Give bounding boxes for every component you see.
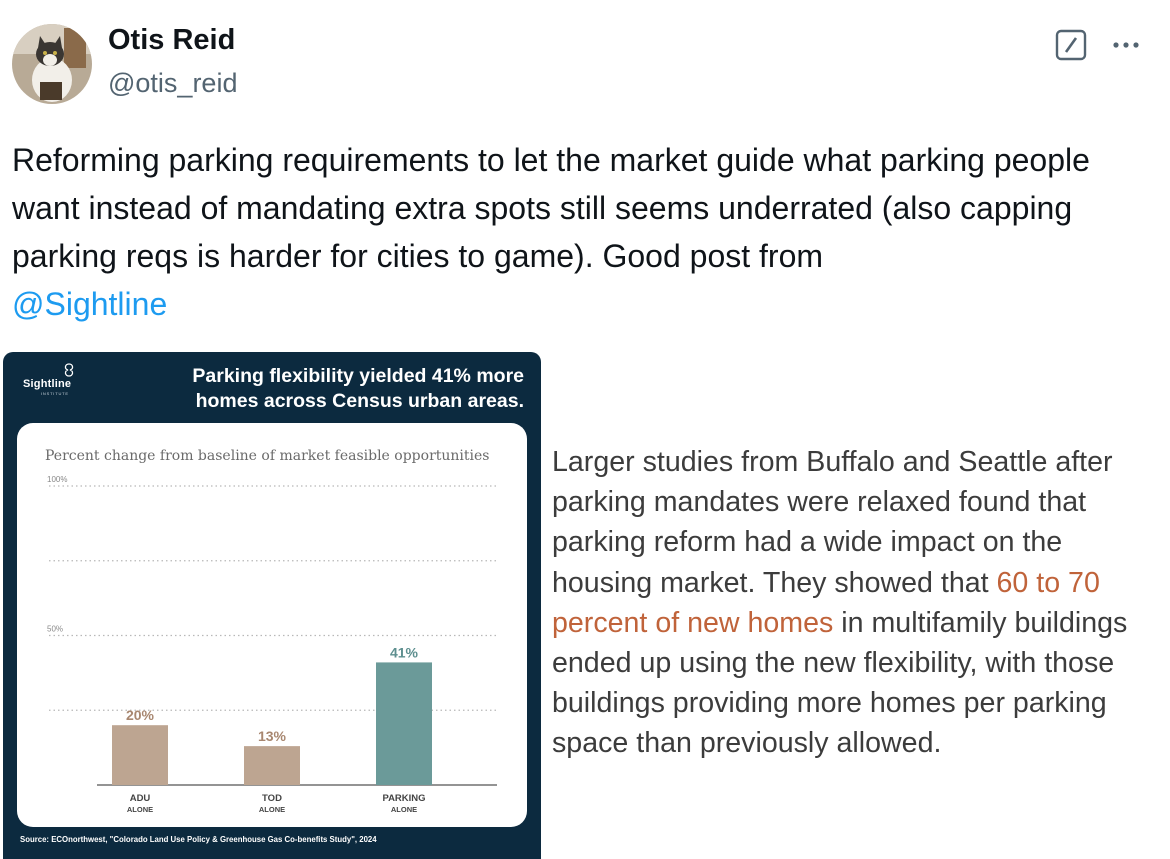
y-tick-label: 50% <box>47 624 64 634</box>
chart-title-line-2: homes across Census urban areas. <box>195 390 524 412</box>
sightline-logo <box>19 362 89 396</box>
article-excerpt <box>552 442 1164 764</box>
chart-title-line-1: Parking flexibility yielded 41% more <box>192 365 524 387</box>
bar <box>244 746 300 785</box>
logo-subtext: INSTITUTE <box>41 391 69 396</box>
chart-subtitle: Percent change from baseline of market feasible opportunities <box>45 448 490 464</box>
grok-button[interactable] <box>1054 28 1088 62</box>
bar-value-label: 41% <box>389 644 419 661</box>
x-tick-sublabel: ALONE <box>390 805 418 814</box>
avatar[interactable] <box>12 24 92 104</box>
chart-source: Source: ECOnorthwest, "Colorado Land Use Policy & Greenhouse Gas Co-benefits Study", 2024 <box>20 835 377 844</box>
tweet-body: Reforming parking requirements to let the market guide what parking people want instead of mandating extra spots still seems underrated (also capping parking reqs is harder for cities to game). Good post from <box>12 142 1090 274</box>
x-tick-sublabel: ALONE <box>258 805 286 814</box>
mention-link[interactable]: @Sightline <box>12 286 168 322</box>
bar-chart <box>17 423 527 827</box>
x-tick-label: PARKING <box>382 793 426 804</box>
x-tick-sublabel: ALONE <box>126 805 154 814</box>
chart-image[interactable] <box>3 352 541 859</box>
author-handle[interactable]: @otis_reid <box>108 68 238 98</box>
bar <box>376 662 432 785</box>
x-tick-label: TOD <box>262 793 282 804</box>
x-tick-label: ADU <box>129 793 151 804</box>
chart-title <box>104 364 524 414</box>
sightline-logo-icon <box>59 362 79 378</box>
logo-text: Sightline <box>23 378 72 390</box>
author-display-name[interactable]: Otis Reid <box>108 24 236 56</box>
more-icon <box>1108 28 1144 62</box>
excerpt-text-before: Larger studies from Buffalo and Seattle after parking mandates were relaxed found that parking reform had a wide impact on the housing market. They showed that <box>552 446 1113 599</box>
tweet-text <box>12 136 1142 328</box>
y-tick-label: 100% <box>47 475 68 484</box>
excerpt-text-after: in multifamily buildings ended up using the new flexibility, with those buildings providing more homes per parking space than previously allowed. <box>552 606 1128 760</box>
excerpt-link[interactable]: 60 to 70 percent of new homes <box>552 566 1100 639</box>
more-options-button[interactable] <box>1108 28 1144 62</box>
grok-icon <box>1054 28 1088 62</box>
bar-value-label: 20% <box>125 707 155 724</box>
bar <box>112 725 168 785</box>
plot-area <box>17 423 527 827</box>
bar-value-label: 13% <box>257 728 287 745</box>
